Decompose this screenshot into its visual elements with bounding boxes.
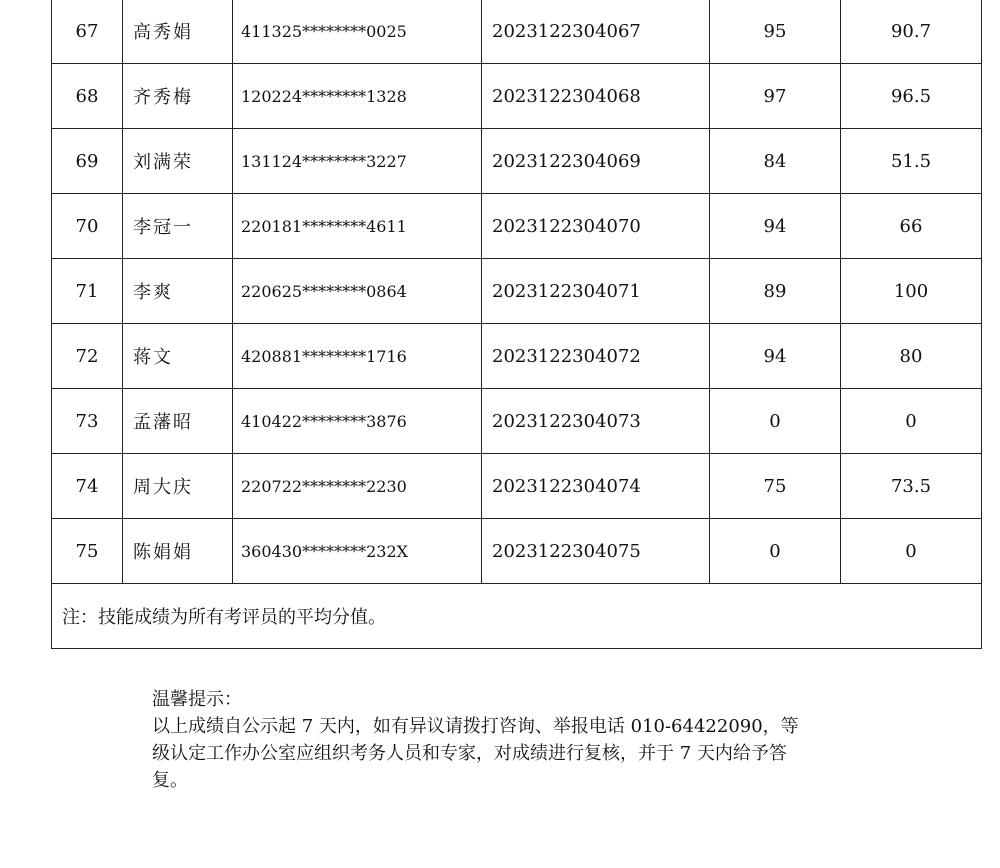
candidate-name: 李冠一	[123, 194, 233, 259]
theory-score: 75	[710, 454, 841, 519]
table-row	[52, 389, 982, 454]
score-table	[51, 0, 982, 649]
skill-score: 73.5	[841, 454, 982, 519]
tips-line: 复。	[152, 770, 188, 791]
ticket-number: 2023122304071	[482, 259, 710, 324]
candidate-name: 陈娟娟	[123, 519, 233, 584]
table-row	[52, 0, 982, 64]
table-row	[52, 454, 982, 519]
skill-score: 80	[841, 324, 982, 389]
ticket-number: 2023122304075	[482, 519, 710, 584]
skill-score: 51.5	[841, 129, 982, 194]
row-number: 69	[52, 129, 123, 194]
row-number: 74	[52, 454, 123, 519]
skill-score: 100	[841, 259, 982, 324]
skill-score: 66	[841, 194, 982, 259]
id-number: 120224********1328	[233, 64, 482, 129]
row-number: 67	[52, 0, 123, 64]
id-number: 220722********2230	[233, 454, 482, 519]
table-row	[52, 519, 982, 584]
row-number: 72	[52, 324, 123, 389]
table-row	[52, 194, 982, 259]
tips-title: 温馨提示：	[152, 689, 242, 710]
theory-score: 97	[710, 64, 841, 129]
theory-score: 89	[710, 259, 841, 324]
row-number: 75	[52, 519, 123, 584]
id-number: 220181********4611	[233, 194, 482, 259]
row-number: 68	[52, 64, 123, 129]
candidate-name: 李爽	[123, 259, 233, 324]
table-note: 注：技能成绩为所有考评员的平均分值。	[52, 584, 982, 649]
ticket-number: 2023122304070	[482, 194, 710, 259]
table-row	[52, 64, 982, 129]
id-number: 411325********0025	[233, 0, 482, 64]
row-number: 71	[52, 259, 123, 324]
theory-score: 94	[710, 194, 841, 259]
theory-score: 0	[710, 519, 841, 584]
ticket-number: 2023122304074	[482, 454, 710, 519]
ticket-number: 2023122304072	[482, 324, 710, 389]
skill-score: 90.7	[841, 0, 982, 64]
candidate-name: 周大庆	[123, 454, 233, 519]
ticket-number: 2023122304069	[482, 129, 710, 194]
id-number: 131124********3227	[233, 129, 482, 194]
note-row	[52, 584, 982, 649]
theory-score: 95	[710, 0, 841, 64]
id-number: 220625********0864	[233, 259, 482, 324]
theory-score: 84	[710, 129, 841, 194]
skill-score: 0	[841, 389, 982, 454]
table-row	[52, 324, 982, 389]
id-number: 360430********232X	[233, 519, 482, 584]
ticket-number: 2023122304073	[482, 389, 710, 454]
row-number: 70	[52, 194, 123, 259]
theory-score: 94	[710, 324, 841, 389]
tips-line: 级认定工作办公室应组织考务人员和专家，对成绩进行复核，并于 7 天内给予答	[152, 743, 787, 764]
candidate-name: 齐秀梅	[123, 64, 233, 129]
skill-score: 96.5	[841, 64, 982, 129]
table-row	[52, 129, 982, 194]
table-row	[52, 259, 982, 324]
candidate-name: 孟藩昭	[123, 389, 233, 454]
tips-line: 以上成绩自公示起 7 天内，如有异议请拨打咨询、举报电话 010-64422090，等	[152, 716, 799, 737]
candidate-name: 高秀娟	[123, 0, 233, 64]
warm-tips	[152, 686, 872, 794]
theory-score: 0	[710, 389, 841, 454]
candidate-name: 蒋文	[123, 324, 233, 389]
row-number: 73	[52, 389, 123, 454]
ticket-number: 2023122304068	[482, 64, 710, 129]
id-number: 420881********1716	[233, 324, 482, 389]
skill-score: 0	[841, 519, 982, 584]
candidate-name: 刘满荣	[123, 129, 233, 194]
ticket-number: 2023122304067	[482, 0, 710, 64]
id-number: 410422********3876	[233, 389, 482, 454]
